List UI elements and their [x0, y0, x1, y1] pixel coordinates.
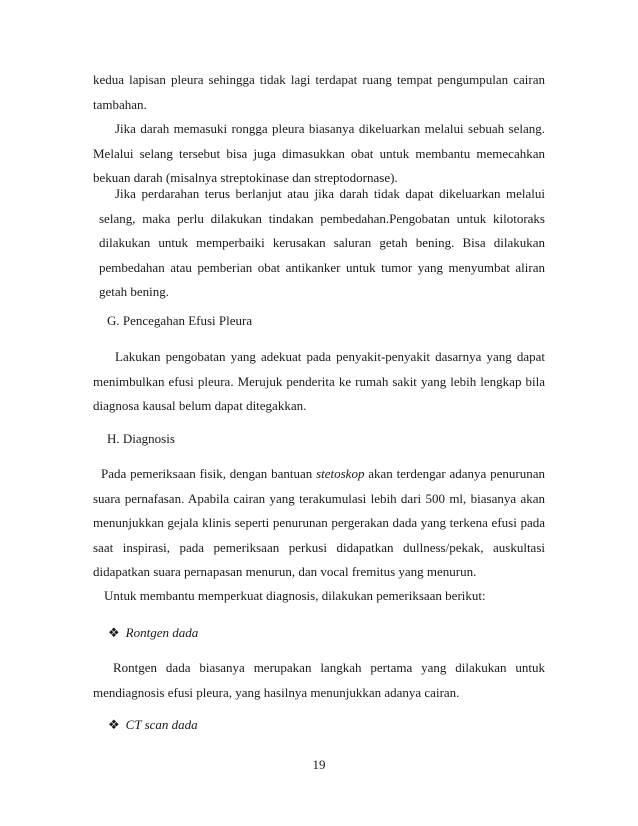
bullet-item	[108, 625, 198, 641]
paragraph-rontgen: Rontgen dada biasanya merupakan langkah pertama yang dilakukan untuk mendiagnosis efusi pleura, yang hasilnya menunjukkan adanya cairan.	[93, 660, 545, 700]
section-heading-prevention: G. Pencegahan Efusi Pleura	[107, 313, 253, 328]
paragraph-prevention: Lakukan pengobatan yang adekuat pada penyakit-penyakit dasarnya yang dapat menimbulkan efusi pleura. Merujuk penderita ke rumah sakit yang lebih lengkap bila diagnosa kausal belum dapat ditegakkan.	[93, 349, 545, 413]
section-heading-diagnosis: H. Diagnosis	[107, 431, 175, 446]
text-run: akan terdengar adanya penurunan suara pernafasan. Apabila cairan yang terakumulasi lebih dari 500 ml, biasanya akan menunjukkan gejala klinis seperti penurunan pergerakan dada yang terkena efusi pada saat inspirasi, pada pemeriksaan perkusi didapatkan dullness/pekak, auskultasi didapatkan suara pernapasan menurun, dan vocal fremitus yang menurun.	[93, 466, 545, 579]
diamond-bullet-icon: ❖	[108, 625, 120, 640]
paragraph-surgery-rest: selang, maka perlu dilakukan tindakan pembedahan.Pengobatan untuk kilotoraks dilakukan untuk memperbaiki kerusakan saluran getah bening. Bisa dilakukan pembedahan atau pemberian obat antikanker untuk tumor yang menyumbat aliran getah bening.	[99, 210, 545, 299]
paragraph-surgery	[93, 182, 545, 207]
bullet-label: Rontgen dada	[125, 625, 199, 640]
paragraph-drainage: Jika darah memasuki rongga pleura biasanya dikeluarkan melalui sebuah selang. Melalui selang tersebut bisa juga dimasukkan obat untuk membantu memecahkan bekuan darah (misalnya streptokinase dan streptodornase).	[93, 121, 545, 185]
text-line: kedua lapisan pleura sehingga tidak lagi terdapat ruang tempat pengumpulan cairan	[93, 72, 545, 87]
paragraph-continuation	[93, 68, 545, 117]
text-run: Pada pemeriksaan fisik, dengan bantuan	[101, 466, 317, 481]
text-line: tambahan.	[93, 96, 147, 112]
bullet-label: CT scan dada	[125, 717, 198, 732]
page-number: 19	[312, 757, 326, 772]
text-run-italic: stetoskop	[316, 466, 365, 481]
text-line: Jika perdarahan terus berlanjut atau jika darah tidak dapat dikeluarkan melalui	[115, 186, 545, 201]
diamond-bullet-icon: ❖	[108, 717, 120, 732]
paragraph-support: Untuk membantu memperkuat diagnosis, dilakukan pemeriksaan berikut:	[104, 588, 486, 603]
paragraph-diagnosis	[93, 462, 545, 585]
bullet-item	[108, 717, 198, 733]
